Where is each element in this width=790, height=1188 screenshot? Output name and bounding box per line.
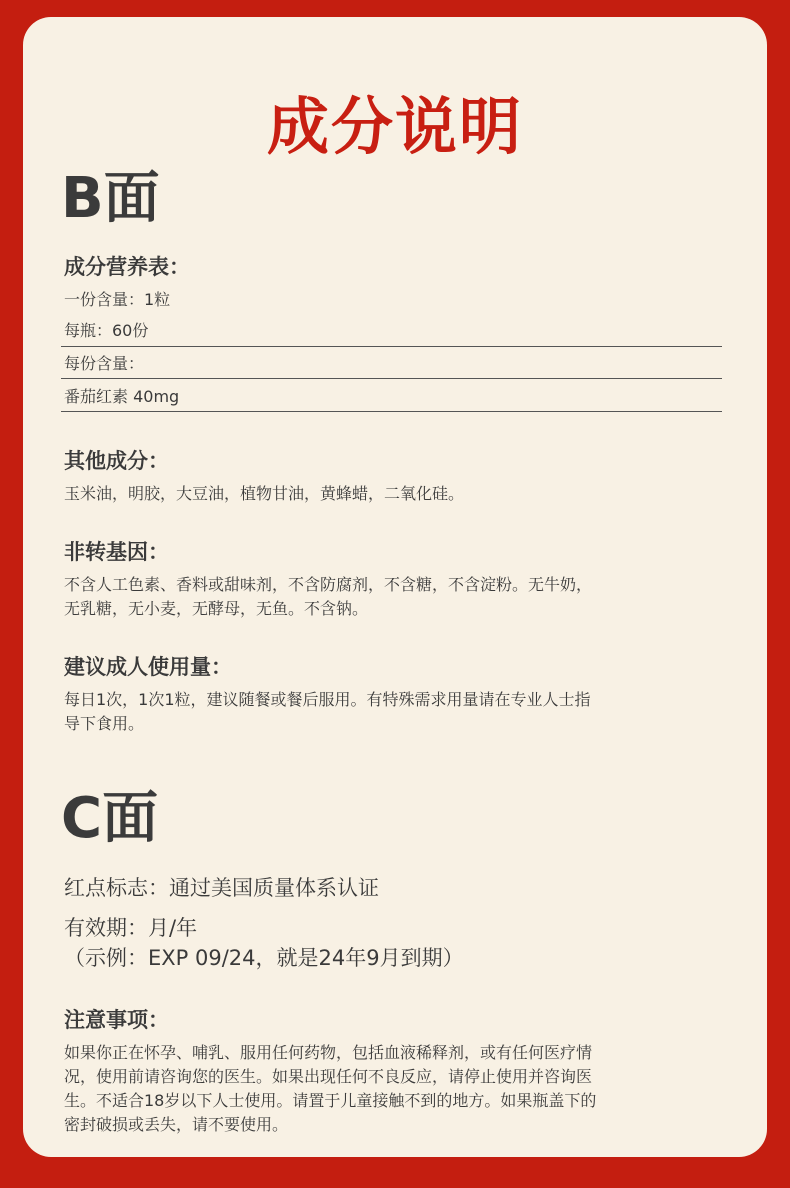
dosage-line: 每日1次，1次1粒，建议随餐或餐后服用。有特殊需求用量请在专业人士指 — [64, 690, 591, 709]
nutrition-row: 一份含量：1粒 — [64, 290, 171, 309]
caution-line: 生。不适合18岁以下人士使用。请置于儿童接触不到的地方。如果瓶盖下的 — [64, 1091, 597, 1110]
nutrition-heading: 成分营养表： — [64, 255, 190, 279]
side-b-label: B面 — [61, 166, 160, 231]
other-text: 玉米油，明胶，大豆油，植物甘油，黄蜂蜡，二氧化硅。 — [64, 484, 465, 503]
caution-line: 如果你正在怀孕、哺乳、服用任何药物，包括血液稀释剂，或有任何医疗情 — [64, 1043, 593, 1062]
non-gmo-line: 不含人工色素、香料或甜味剂，不含防腐剂，不含糖，不含淀粉。无牛奶， — [64, 575, 593, 594]
caution-line: 密封破损或丢失，请不要使用。 — [64, 1115, 289, 1134]
non-gmo-heading: 非转基因： — [64, 540, 169, 564]
nutrition-row: 番茄红素 40mg — [64, 387, 180, 406]
nutrition-row: 每瓶：60份 — [64, 321, 149, 340]
other-heading: 其他成分： — [64, 449, 169, 473]
table-divider — [61, 378, 722, 379]
table-divider — [61, 411, 722, 412]
expiry-example: （示例：EXP 09/24，就是24年9月到期） — [64, 946, 464, 970]
non-gmo-line: 无乳糖，无小麦，无酵母，无鱼。不含钠。 — [64, 599, 369, 618]
page-title: 成分说明 — [266, 90, 523, 163]
dosage-heading: 建议成人使用量： — [64, 655, 232, 679]
side-c-label: C面 — [61, 786, 159, 851]
caution-line: 况，使用前请咨询您的医生。如果出现任何不良反应，请停止使用并咨询医 — [64, 1067, 593, 1086]
caution-heading: 注意事项： — [64, 1008, 169, 1032]
nutrition-row: 每份含量： — [64, 354, 145, 373]
dosage-line: 导下食用。 — [64, 714, 145, 733]
content-card — [23, 17, 767, 1157]
expiry-format: 有效期：月/年 — [64, 916, 198, 940]
table-divider — [61, 346, 722, 347]
red-dot-certification: 红点标志：通过美国质量体系认证 — [64, 876, 379, 900]
